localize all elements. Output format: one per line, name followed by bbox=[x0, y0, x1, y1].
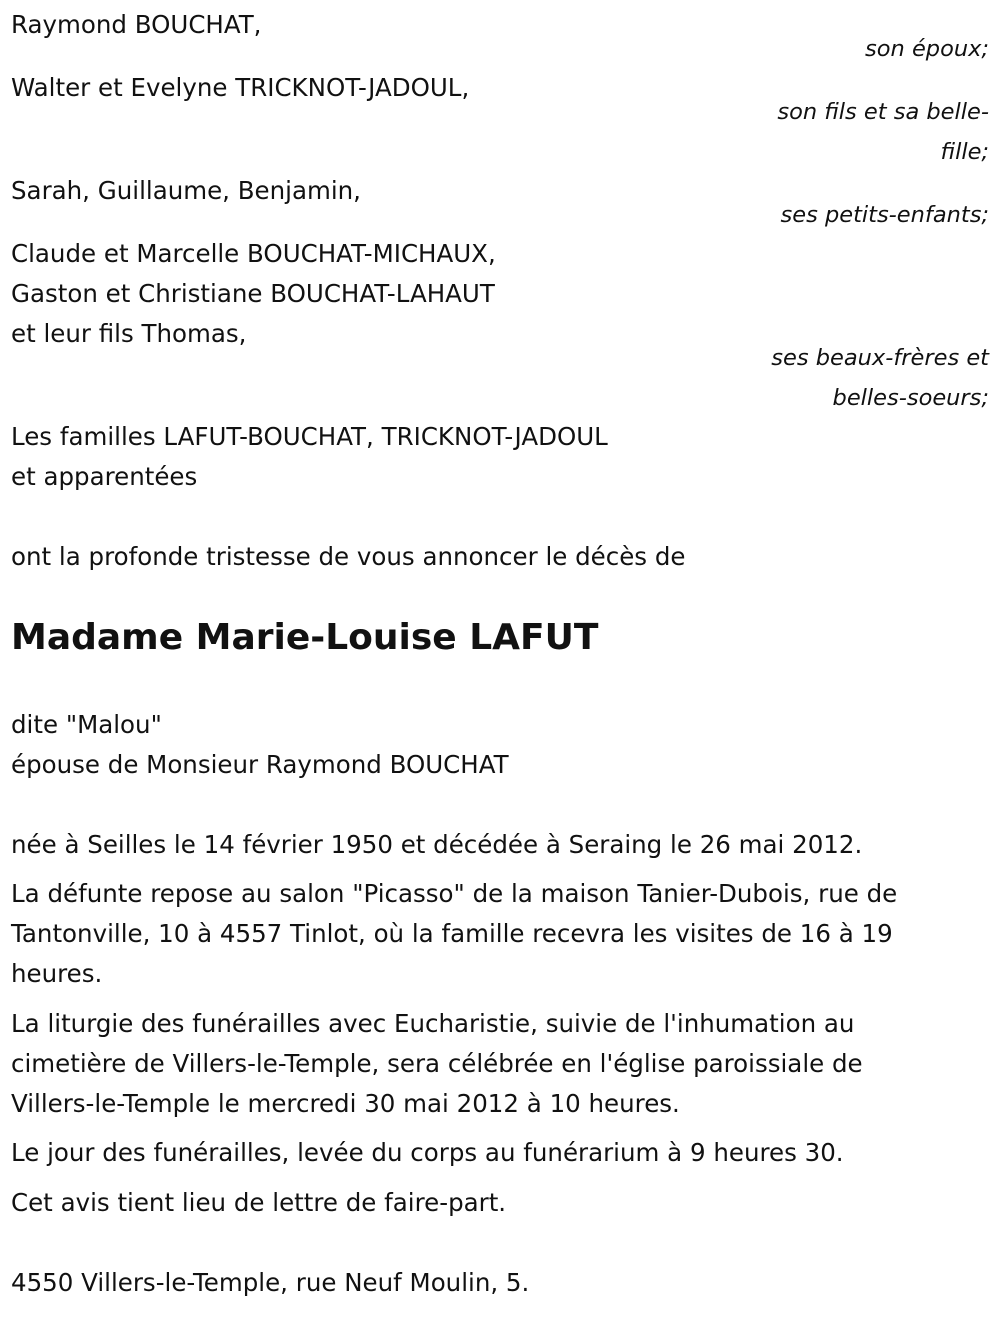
address-text: 4550 Villers-le-Temple, rue Neuf Moulin, 5. bbox=[11, 1268, 530, 1297]
relation-label: ses petits-enfants; bbox=[780, 202, 989, 228]
deceased-name: Madame Marie-Louise LAFUT bbox=[11, 617, 599, 658]
liturgy-line: cimetière de Villers-le-Temple, sera célébrée en l'église paroissiale de bbox=[11, 1049, 863, 1078]
family-name-line: Gaston et Christiane BOUCHAT-LAHAUT bbox=[11, 279, 495, 308]
family-name-line: et apparentées bbox=[11, 462, 198, 491]
family-name-line: Walter et Evelyne TRICKNOT-JADOUL, bbox=[11, 73, 470, 102]
relation-label: belles-soeurs; bbox=[832, 385, 989, 411]
relation-label: fille; bbox=[940, 139, 989, 165]
liturgy-line: Villers-le-Temple le mercredi 30 mai 2012 à 10 heures. bbox=[11, 1089, 680, 1118]
announcement-text: ont la profonde tristesse de vous annoncer le décès de bbox=[11, 542, 686, 571]
liturgy-line: La liturgie des funérailles avec Eucharistie, suivie de l'inhumation au bbox=[11, 1009, 855, 1038]
notice-text: Cet avis tient lieu de lettre de faire-part. bbox=[11, 1188, 507, 1217]
family-name-line: Claude et Marcelle BOUCHAT-MICHAUX, bbox=[11, 239, 496, 268]
repose-line: La défunte repose au salon "Picasso" de la maison Tanier-Dubois, rue de bbox=[11, 879, 898, 908]
repose-line: Tantonville, 10 à 4557 Tinlot, où la famille recevra les visites de 16 à 19 bbox=[11, 919, 893, 948]
family-name-line: Les familles LAFUT-BOUCHAT, TRICKNOT-JADOUL bbox=[11, 422, 608, 451]
deceased-nickname: dite "Malou" bbox=[11, 710, 162, 739]
deceased-spouse: épouse de Monsieur Raymond BOUCHAT bbox=[11, 750, 509, 779]
birth-death-text: née à Seilles le 14 février 1950 et décédée à Seraing le 26 mai 2012. bbox=[11, 830, 863, 859]
family-name-line: Sarah, Guillaume, Benjamin, bbox=[11, 176, 361, 205]
relation-label: ses beaux-frères et bbox=[771, 345, 989, 371]
relation-label: son époux; bbox=[865, 36, 989, 62]
family-name-line: et leur fils Thomas, bbox=[11, 319, 247, 348]
funeral-day-text: Le jour des funérailles, levée du corps au funérarium à 9 heures 30. bbox=[11, 1138, 844, 1167]
family-name-line: Raymond BOUCHAT, bbox=[11, 10, 262, 39]
relation-label: son fils et sa belle- bbox=[777, 99, 989, 125]
repose-line: heures. bbox=[11, 959, 103, 988]
